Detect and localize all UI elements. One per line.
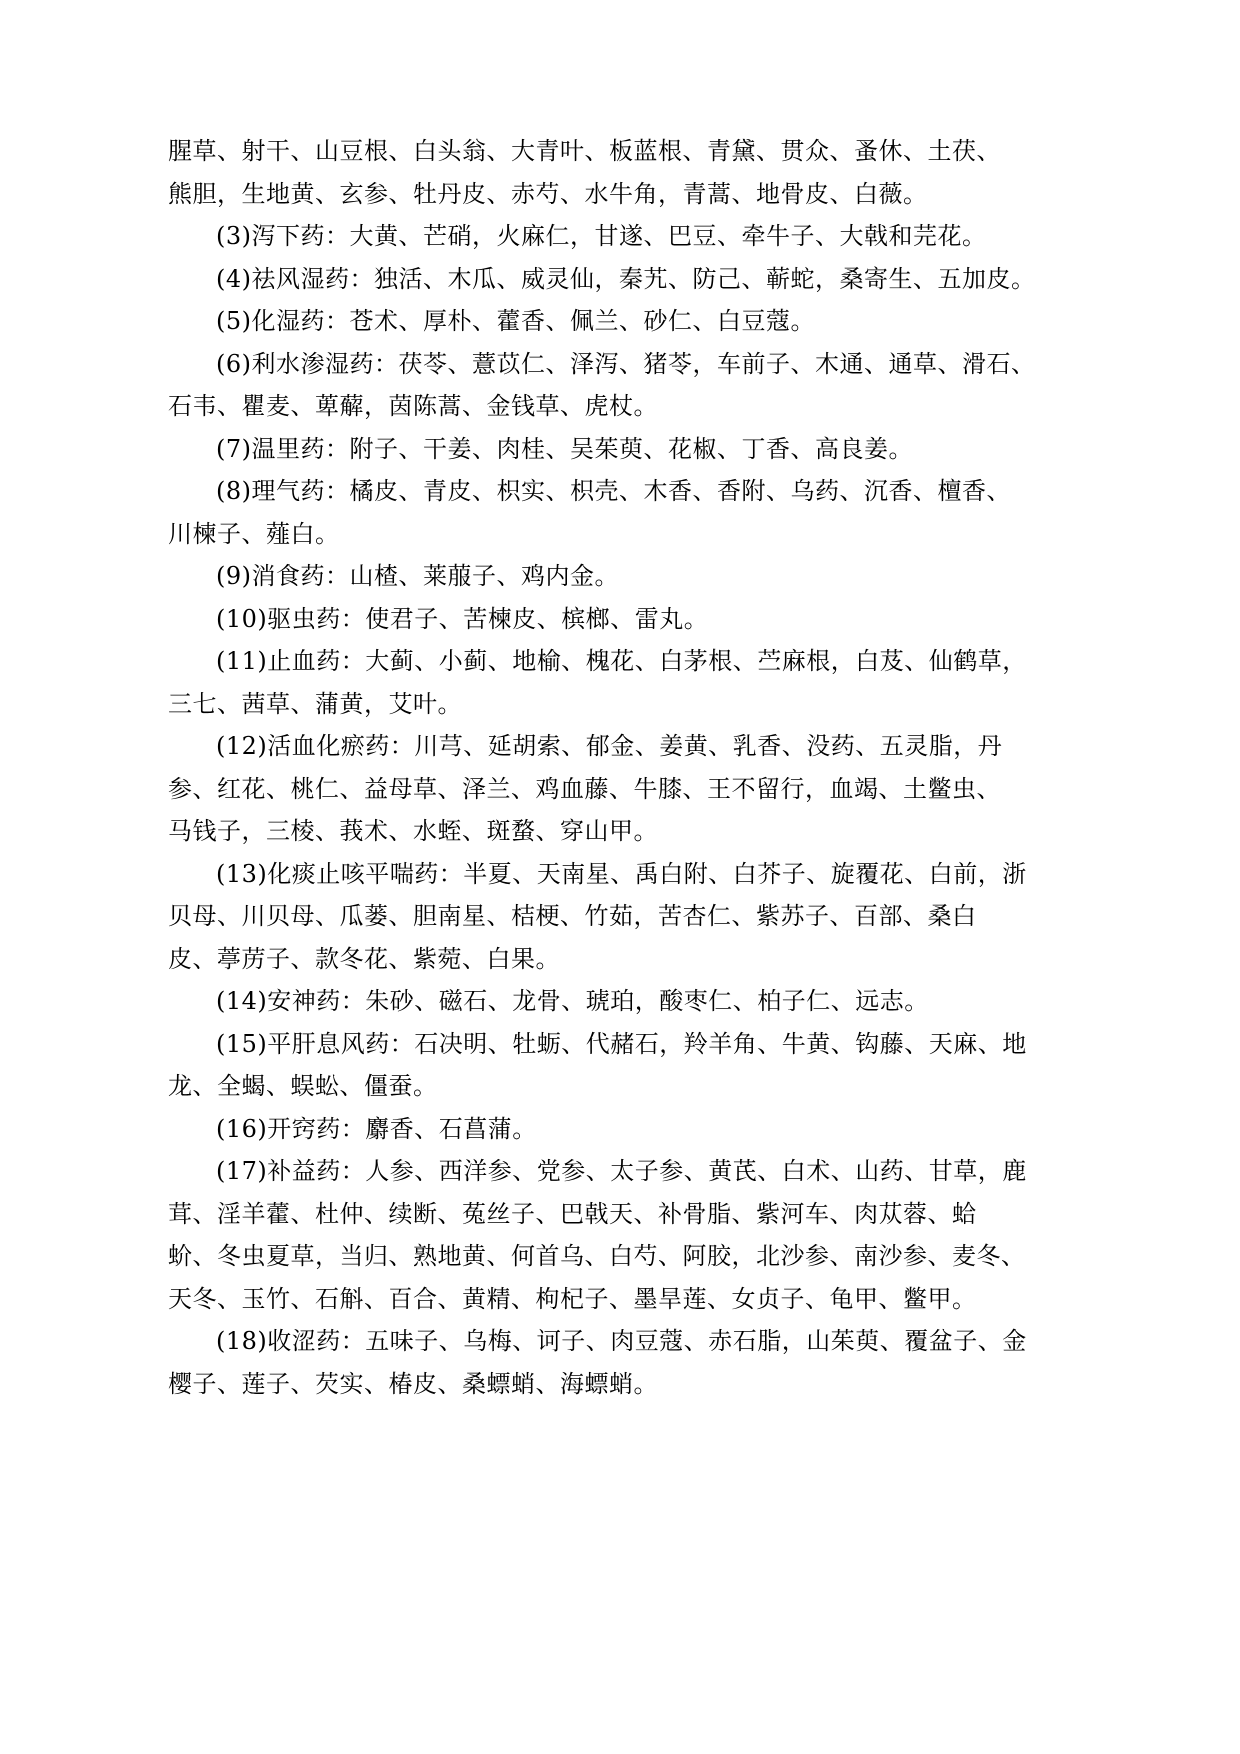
category-11-hemostatic: (11)止血药：大蓟、小蓟、地榆、槐花、白茅根、苎麻根，白芨、仙鹤草，: [216, 647, 1027, 675]
category-16-orifice-opening: (16)开窍药：麝香、石菖蒲。: [216, 1114, 537, 1143]
text-line: 参、红花、桃仁、益母草、泽兰、鸡血藤、牛膝、王不留行，血竭、土鳖虫、: [168, 774, 1001, 803]
category-13-phlegm-cough: (13)化痰止咳平喘药：半夏、天南星、禹白附、白芥子、旋覆花、白前，浙: [216, 859, 1027, 888]
category-17-tonics: (17)补益药：人参、西洋参、党参、太子参、黄芪、白术、山药、甘草，鹿: [216, 1157, 1027, 1185]
category-3-laxatives: (3)泻下药：大黄、芒硝，火麻仁，甘遂、巴豆、牵牛子、大戟和芫花。: [216, 222, 987, 250]
category-12-blood-activating: (12)活血化瘀药：川芎、延胡索、郁金、姜黄、乳香、没药、五灵脂，丹: [216, 732, 1003, 760]
text-line: 川楝子、薤白。: [168, 519, 340, 548]
category-6-diuretics: (6)利水渗湿药：茯苓、薏苡仁、泽泻、猪苓，车前子、木通、通草、滑石、: [216, 349, 1036, 378]
text-line: 石韦、瞿麦、萆薢，茵陈蒿、金钱草、虎杖。: [168, 392, 658, 420]
category-9-digestive: (9)消食药：山楂、莱菔子、鸡内金。: [216, 562, 619, 590]
text-line: 马钱子，三棱、莪术、水蛭、斑蝥、穿山甲。: [168, 817, 658, 845]
text-line: 茸、淫羊藿、杜仲、续断、菟丝子、巴戟天、补骨脂、紫河车、肉苁蓉、蛤: [168, 1199, 977, 1228]
text-line: 贝母、川贝母、瓜蒌、胆南星、桔梗、竹茹，苦杏仁、紫苏子、百部、桑白: [168, 902, 977, 930]
category-10-anthelmintic: (10)驱虫药：使君子、苦楝皮、槟榔、雷丸。: [216, 604, 709, 633]
text-line: 樱子、莲子、芡实、椿皮、桑螵蛸、海螵蛸。: [168, 1369, 658, 1398]
category-14-calming: (14)安神药：朱砂、磁石、龙骨、琥珀，酸枣仁、柏子仁、远志。: [216, 987, 929, 1015]
category-15-liver-wind: (15)平肝息风药：石决明、牡蛎、代赭石，羚羊角、牛黄、钩藤、天麻、地: [216, 1029, 1027, 1058]
text-line: 熊胆，生地黄、玄参、牡丹皮、赤芍、水牛角，青蒿、地骨皮、白薇。: [168, 179, 928, 208]
text-line: 蚧、冬虫夏草，当归、熟地黄、何首乌、白芍、阿胶，北沙参、南沙参、麦冬、: [168, 1242, 1026, 1270]
text-line: 皮、葶苈子、款冬花、紫菀、白果。: [168, 944, 560, 973]
document-page: [168, 130, 1036, 1405]
category-5-resolve-damp: (5)化湿药：苍术、厚朴、藿香、佩兰、砂仁、白豆蔻。: [216, 307, 815, 335]
text-line: 龙、全蝎、蜈蚣、僵蚕。: [168, 1072, 438, 1100]
text-line: 三七、茜草、蒲黄，艾叶。: [168, 689, 462, 718]
text-line: 天冬、玉竹、石斛、百合、黄精、枸杞子、墨旱莲、女贞子、龟甲、鳖甲。: [168, 1284, 977, 1313]
category-8-regulate-qi: (8)理气药：橘皮、青皮、枳实、枳壳、木香、香附、乌药、沉香、檀香、: [216, 477, 1011, 505]
category-4-wind-damp: (4)祛风湿药：独活、木瓜、威灵仙，秦艽、防己、蕲蛇，桑寄生、五加皮。: [216, 264, 1036, 293]
category-7-warm-interior: (7)温里药：附子、干姜、肉桂、吴茱萸、花椒、丁香、高良姜。: [216, 434, 913, 463]
category-18-astringent: (18)收涩药：五味子、乌梅、诃子、肉豆蔻、赤石脂，山茱萸、覆盆子、金: [216, 1327, 1027, 1355]
text-line: 腥草、射干、山豆根、白头翁、大青叶、板蓝根、青黛、贯众、蚤休、土茯、: [168, 137, 1001, 165]
